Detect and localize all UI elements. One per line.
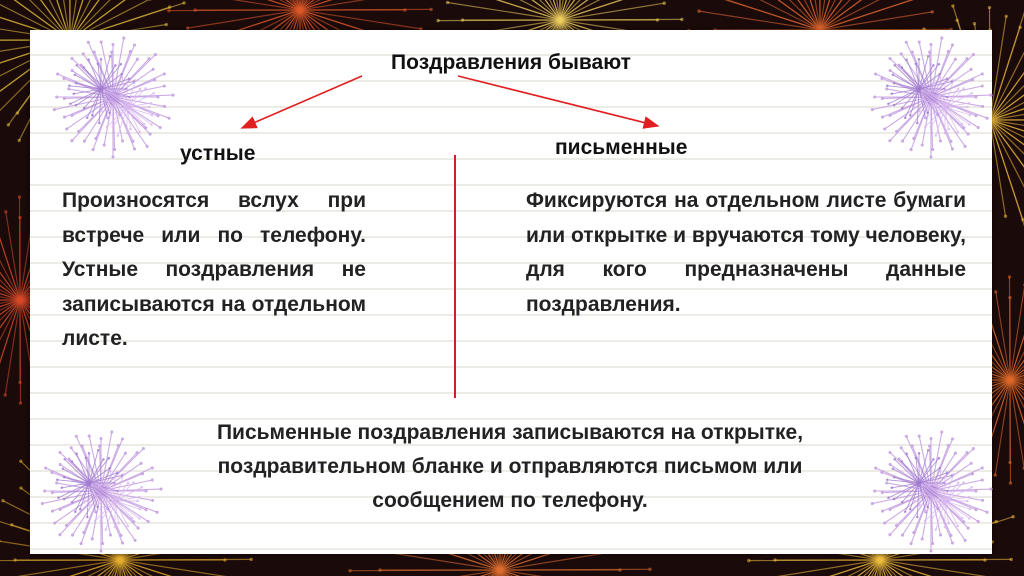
arrow-right xyxy=(458,76,658,126)
heading-written: письменные xyxy=(555,136,688,159)
heading-oral: устные xyxy=(180,142,256,165)
arrow-left xyxy=(242,76,362,128)
slide-title: Поздравления бывают xyxy=(391,51,631,74)
bottom-note: Письменные поздравления записываются на открытке, поздравительном бланке и отправляются письмом или сообщением по телефону. xyxy=(216,421,804,512)
slide-panel xyxy=(30,30,992,554)
oral-description: Произносятся вслух при встрече или по телефону. Устные поздравления не записываются на отдельном листе. xyxy=(62,189,366,350)
written-description: Фиксируются на отдельном листе бумаги или открытке и вручаются тому человеку, для кого предназначены данные поздравления. xyxy=(526,189,966,316)
